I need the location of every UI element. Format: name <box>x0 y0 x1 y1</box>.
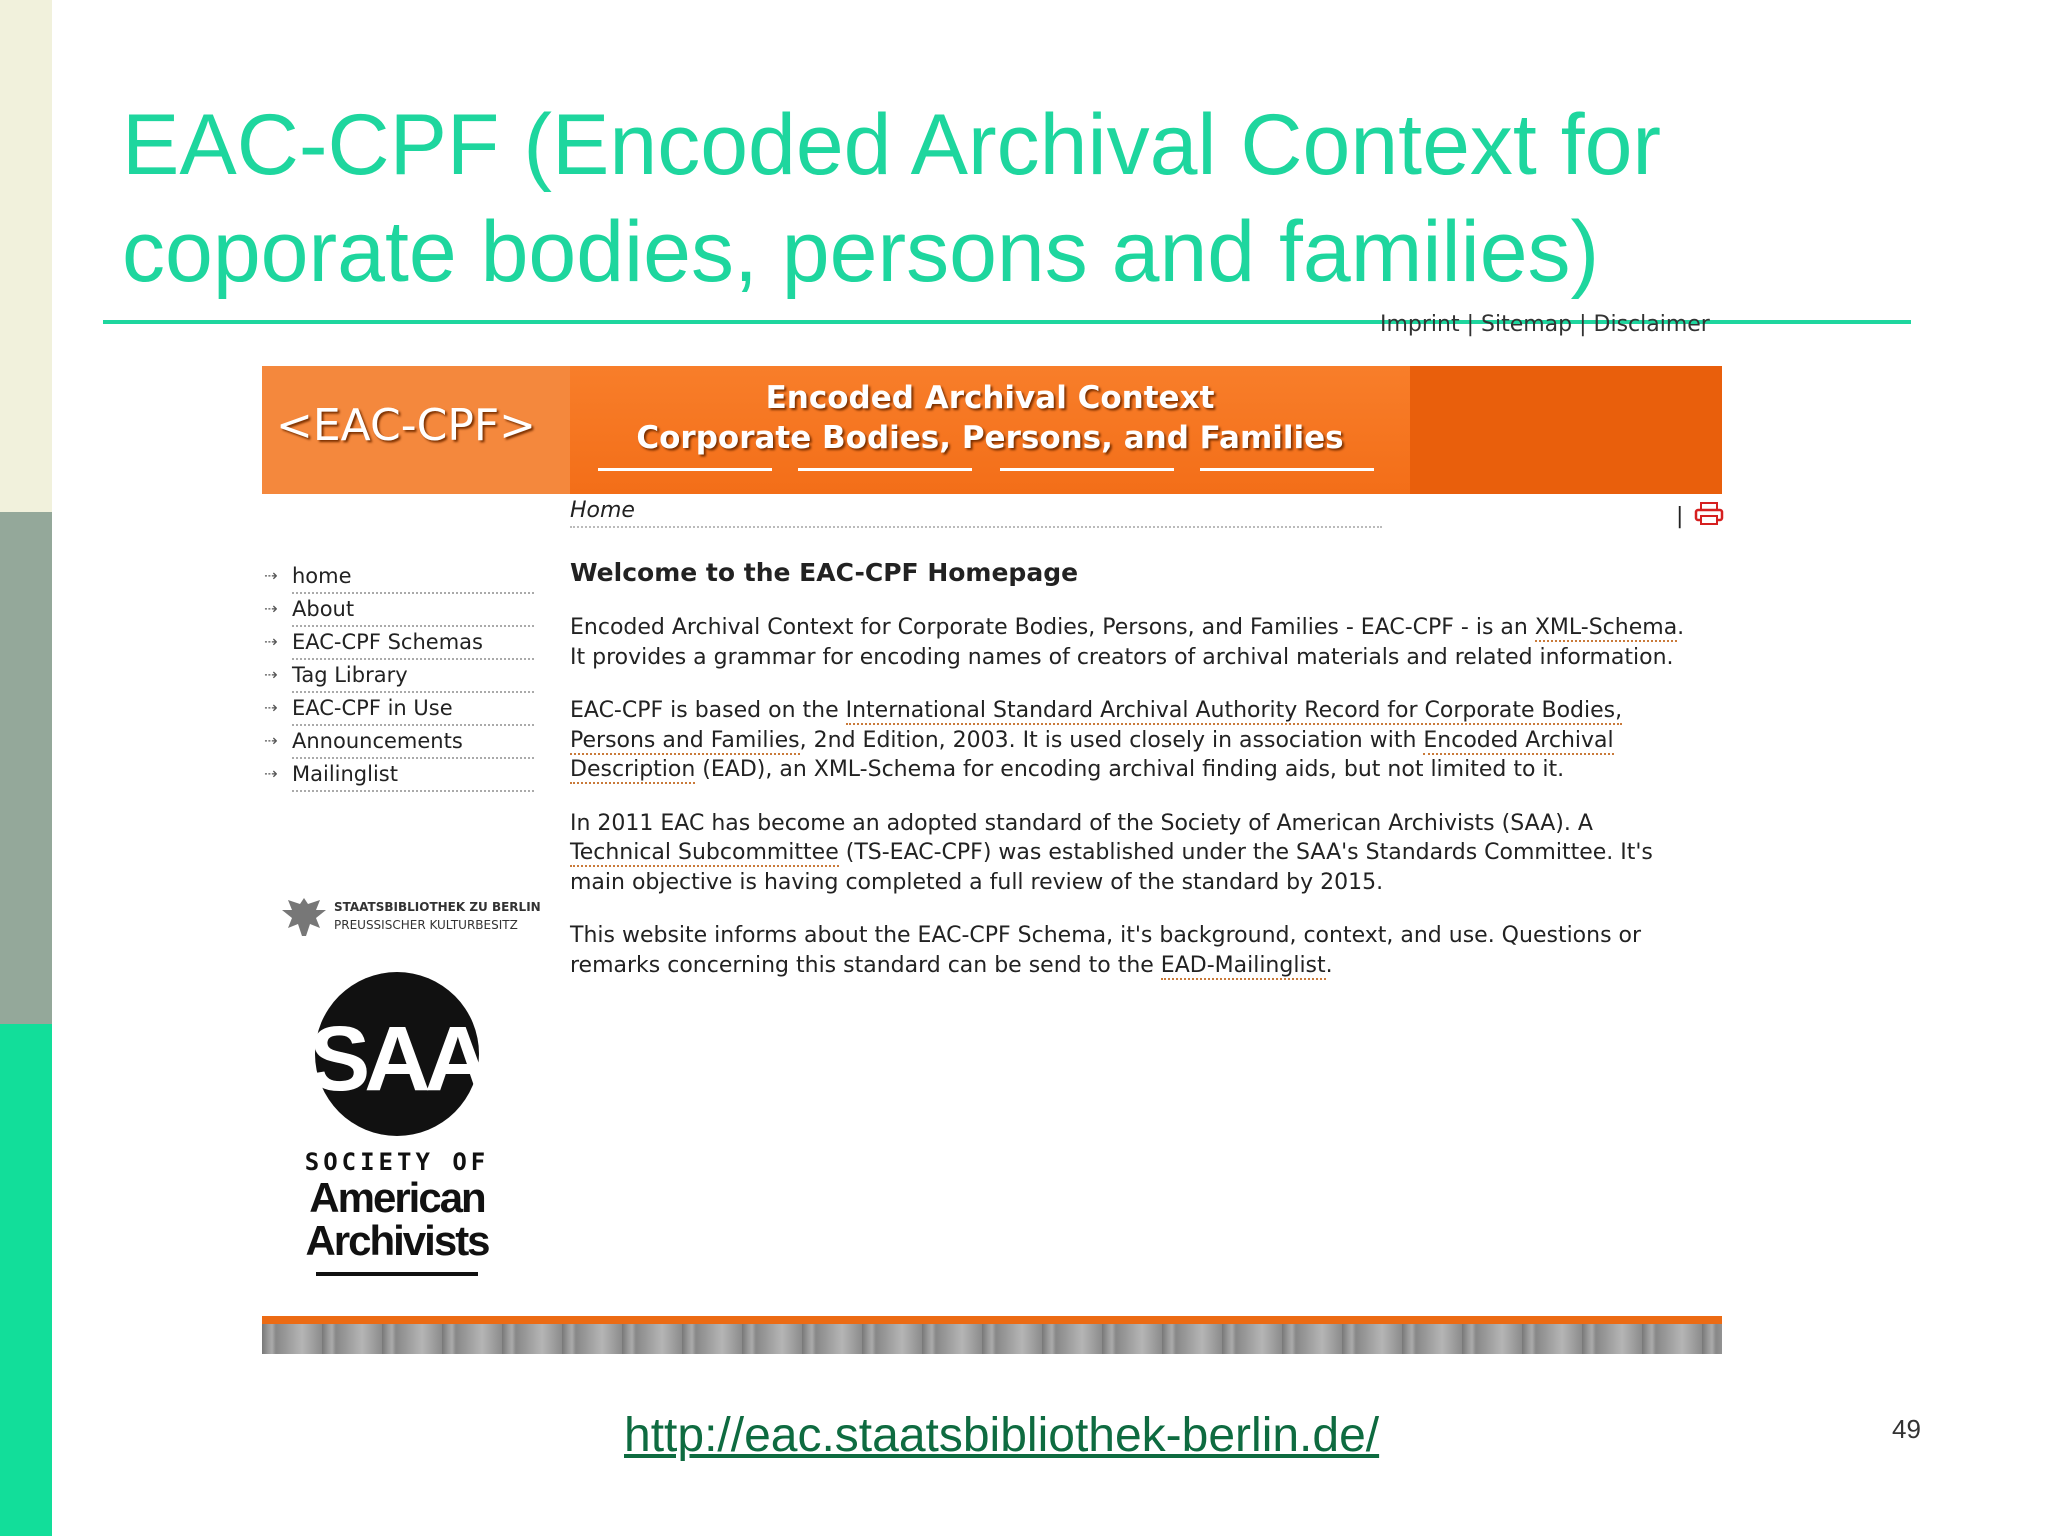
breadcrumb[interactable]: Home <box>570 498 1382 528</box>
decor-stripe-top <box>0 0 52 512</box>
nav-item-about[interactable] <box>262 595 534 628</box>
link-ead-mailinglist[interactable]: EAD-Mailinglist <box>1160 952 1326 978</box>
text: EAC-CPF is based on the <box>570 698 846 723</box>
page-heading: Welcome to the EAC-CPF Homepage <box>570 558 1079 587</box>
text: . It provides a grammar for encoding names of creators of archival materials and related information. <box>570 615 1685 670</box>
banner-underline <box>598 468 772 471</box>
nav-item-label: Announcements <box>292 729 534 759</box>
slide-title-line2: coporate bodies, persons and families) <box>122 204 1600 300</box>
banner-title-line1: Encoded Archival Context <box>765 380 1215 416</box>
nav-item-label: Tag Library <box>292 663 534 693</box>
nav-arrow-icon: ⇢ <box>264 764 278 783</box>
text: (TS-EAC-CPF) was established under the SAA's Standards Committee. It's main objective is having completed a full review of the standard by 2015. <box>570 840 1653 895</box>
link-xml-schema[interactable]: XML-Schema <box>1534 615 1678 640</box>
decor-stripe-middle <box>0 512 52 1024</box>
footer-image-strip <box>262 1324 1722 1354</box>
nav-item-tag-library[interactable] <box>262 661 534 694</box>
slide-title <box>122 92 1822 306</box>
nav-item-label: Mailinglist <box>292 762 534 792</box>
nav-item-home[interactable] <box>262 562 534 595</box>
paragraph-saa <box>570 809 1700 898</box>
paragraph-basis <box>570 696 1700 785</box>
banner-title-line2: Corporate Bodies, Persons, and Families <box>636 420 1344 456</box>
banner-title-block <box>570 366 1410 494</box>
sidebar-nav <box>262 562 534 793</box>
text: Encoded Archival Context for Corporate Bodies, Persons, and Families - EAC-CPF - is an <box>570 615 1535 640</box>
saa-logo-text: SAA <box>308 1008 486 1110</box>
website-url-link[interactable]: http://eac.staatsbibliothek-berlin.de/ <box>624 1409 1380 1462</box>
nav-item-announcements[interactable] <box>262 727 534 760</box>
nav-item-in-use[interactable] <box>262 694 534 727</box>
nav-arrow-icon: ⇢ <box>264 566 278 585</box>
printer-icon[interactable] <box>1694 502 1724 526</box>
stabi-line2: PREUSSISCHER KULTURBESITZ <box>334 918 518 932</box>
stabi-logo[interactable] <box>280 892 541 944</box>
slide-title-line1: EAC-CPF (Encoded Archival Context for <box>122 97 1662 193</box>
saa-line3: Archivists <box>305 1217 489 1264</box>
footer-bar <box>262 1316 1722 1324</box>
nav-arrow-icon: ⇢ <box>264 599 278 618</box>
print-separator: | <box>1676 504 1684 529</box>
saa-line1: SOCIETY OF <box>304 1148 490 1176</box>
decor-stripe-bottom <box>0 1024 52 1536</box>
saa-line2: American <box>309 1174 485 1221</box>
text: . <box>1325 952 1333 978</box>
nav-arrow-icon: ⇢ <box>264 698 278 717</box>
banner-underline <box>798 468 972 471</box>
link-technical-subcommittee[interactable]: Technical Subcommittee <box>570 840 839 865</box>
site-logo-text: <EAC-CPF> <box>276 400 537 451</box>
paragraph-intro <box>570 613 1700 672</box>
nav-item-label: EAC-CPF in Use <box>292 696 534 726</box>
text: In 2011 EAC has become an adopted standard of the Society of American Archivists (SAA). A <box>570 810 1593 836</box>
nav-arrow-icon: ⇢ <box>264 632 278 651</box>
nav-item-label: EAC-CPF Schemas <box>292 630 534 660</box>
nav-item-label: About <box>292 597 534 627</box>
banner-underline <box>1200 468 1374 471</box>
website-screenshot <box>262 312 1722 1354</box>
eagle-icon <box>280 894 328 940</box>
main-content <box>570 558 1700 1004</box>
nav-item-label: home <box>292 564 534 594</box>
nav-arrow-icon: ⇢ <box>264 731 278 750</box>
stabi-line1: STAATSBIBLIOTHEK ZU BERLIN <box>334 900 541 914</box>
page-number: 49 <box>1892 1414 1921 1444</box>
site-banner <box>262 366 1722 494</box>
nav-item-mailinglist[interactable] <box>262 760 534 793</box>
site-logo[interactable] <box>262 366 570 494</box>
banner-underline <box>1000 468 1174 471</box>
saa-logo[interactable] <box>304 972 490 1302</box>
paragraph-contact <box>570 921 1700 980</box>
text: (EAD), an XML-Schema for encoding archival finding aids, but not limited to it. <box>695 757 1565 782</box>
top-links[interactable]: Imprint | Sitemap | Disclaimer <box>1380 312 1710 337</box>
text: , 2nd Edition, 2003. It is used closely in association with <box>799 727 1424 753</box>
link-isaar-cpf[interactable]: International Standard Archival Authority Record for Corporate Bodies, Persons and Families <box>570 698 1623 753</box>
nav-arrow-icon: ⇢ <box>264 665 278 684</box>
text: This website informs about the EAC-CPF Schema, it's background, context, and use. Questions or remarks concerning this standard can be send to the <box>570 923 1642 978</box>
nav-item-schemas[interactable] <box>262 628 534 661</box>
link-ead[interactable]: Encoded Archival Description <box>570 727 1614 782</box>
